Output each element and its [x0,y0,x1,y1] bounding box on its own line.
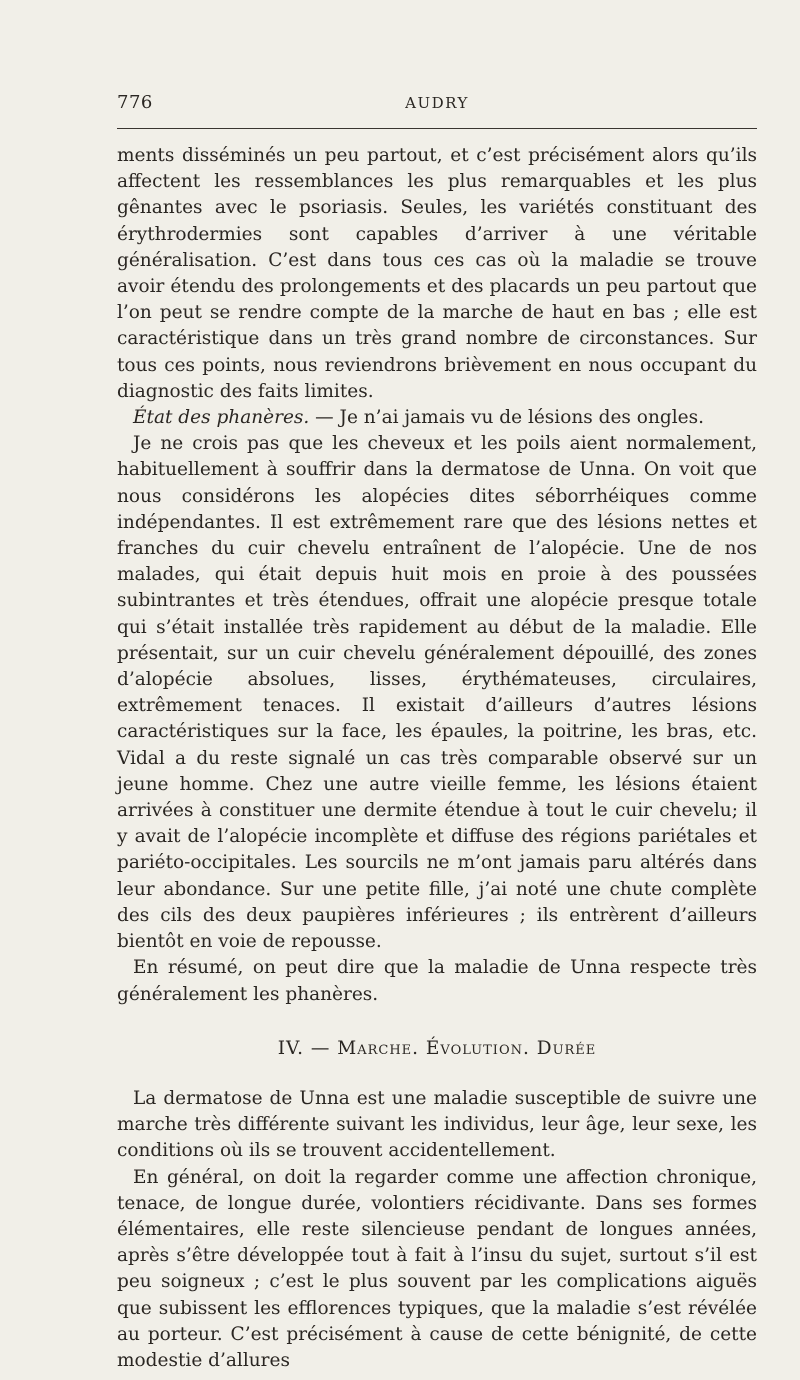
paragraph-2 [117,405,757,431]
paragraph-4: En résumé, on peut dire que la maladie de Unna respecte très généralement les phanères. [117,957,757,1005]
running-head: AUDRY [405,94,469,112]
paragraph-2-heading: État des phanères. [133,407,310,429]
page-header [117,92,757,118]
paragraph-3: Je ne crois pas que les cheveux et les poils aient normalement, habituellement à souffrir dans la dermatose de Unna. On voit que nous considérons les alopécies dites séborrhéiques comme indépendantes. Il est extrêmement rare que des lésions nettes et franches du cuir chevelu entraînent de l’alopécie. Une de nos malades, qui était depuis huit mois en proie à des poussées subintrantes et très étendues, offrait une alopécie presque totale qui s’était installée très rapidement au début de la maladie. Elle présentait, sur un cuir chevelu généralement dépouillé, des zones d’alopécie absolues, lisses, érythémateuses, circulaires, extrêmement tenaces. Il existait d’ailleurs d’autres lésions caractéristiques sur la face, les épaules, la poitrine, les bras, etc. Vidal a du reste signalé un cas très comparable observé sur un jeune homme. Chez une autre vieille femme, les lésions étaient arrivées à constituer une dermite étendue à tout le cuir chevelu; il y avait de l’alopécie incomplète et diffuse des régions pariétales et pariéto-occipitales. Les sourcils ne m’ont jamais paru altérés dans leur abondance. Sur une petite fille, j’ai noté une chute complète des cils des deux paupières inférieures ; ils entrèrent d’ailleurs bientôt en voie de repousse. [117,433,757,953]
header-rule [117,128,757,129]
paragraph-6: En général, on doit la regarder comme une affection chronique, tenace, de longue durée, volontiers récidivante. Dans ses formes élémentaires, elle reste silencieuse pendant de longues années, après s’être développée tout à fait à l’insu du sujet, surtout s’il est peu soigneux ; c’est le plus souvent par les complications aiguës que subissent les efflorences typiques, que la maladie s’est révélée au porteur. C’est précisément à cause de cette bénignité, de cette modestie d’allures [117,1166,757,1371]
paragraph-5: La dermatose de Unna est une maladie susceptible de suivre une marche très différente suivant les individus, leur âge, leur sexe, les conditions où ils se trouvent accidentellement. [117,1087,757,1162]
page-number: 776 [117,92,153,113]
paragraph-2-text: — Je n’ai jamais vu de lésions des ongles. [309,407,704,429]
paragraph-1: ments disséminés un peu partout, et c’est précisément alors qu’ils affectent les ressemblances les plus remarquables et les plus gênantes avec le psoriasis. Seules, les variétés constituant des érythrodermies sont capables d’arriver à une véritable généralisation. C’est dans tous ces cas où la maladie se trouve avoir étendu des prolongements et des placards un peu partout que l’on peut se rendre compte de la marche de haut en bas ; elle est caractéristique dans un très grand nombre de circonstances. Sur tous ces points, nous reviendrons brièvement en nous occupant du diagnostic des faits limites. [117,145,757,402]
section-title: IV. — Marche. Évolution. Durée [277,1037,597,1059]
body-text [117,143,757,1374]
